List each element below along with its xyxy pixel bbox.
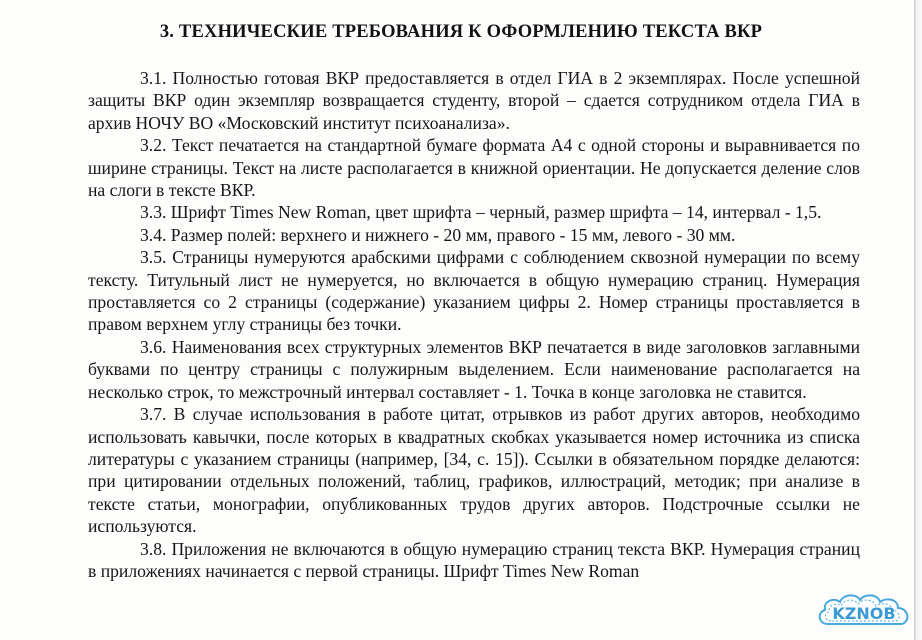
paragraph-3-6: 3.6. Наименования всех структурных элементов ВКР печатается в виде заголовков заглавными буквами по центру страницы с полужирным выделением. Если наименование располагается на несколько строк, то межстрочный интервал составляет - 1. Точка в конце заголовка не ставится.	[88, 336, 860, 402]
page-edge	[914, 0, 916, 640]
watermark-text: KZNOB	[832, 604, 896, 623]
paragraph-3-5: 3.5. Страницы нумеруются арабскими цифрами с соблюдением сквозной нумерации по всему тексту. Титульный лист не нумеруется, но включается в общую нумерацию страниц. Нумерация проставляется со 2 страницы (содержание) указанием цифры 2. Номер страницы проставляется в правом верхнем углу страницы без точки.	[88, 247, 860, 335]
paragraph-3-4: 3.4. Размер полей: верхнего и нижнего - 20 мм, правого - 15 мм, левого - 30 мм.	[140, 224, 736, 245]
page-edge-shadow	[916, 0, 922, 640]
section-heading: 3. ТЕХНИЧЕСКИЕ ТРЕБОВАНИЯ К ОФОРМЛЕНИЮ ТЕКСТА ВКР	[159, 22, 763, 42]
paragraph-3-3: 3.3. Шрифт Times New Roman, цвет шрифта – черный, размер шрифта – 14, интервал - 1,5.	[140, 202, 822, 223]
paragraph-3-1: 3.1. Полностью готовая ВКР предоставляется в отдел ГИА в 2 экземплярах. После успешной защиты ВКР один экземпляр возвращается студенту, второй – сдается сотрудником отдела ГИА в архив НОЧУ ВО «Московский институт психоанализа».	[88, 68, 860, 133]
paragraph-3-7: 3.7. В случае использования в работе цитат, отрывков из работ других авторов, необходимо использовать кавычки, после которых в квадратных скобках указывается номер источника из списка литературы с указанием страницы (например, [34, с. 15]). Ссылки в обязательном порядке делаются: при цитировании отдельных положений, таблиц, графиков, иллюстраций, методик; при анализе в тексте статьи, монографии, опубликованных трудов других авторов. Подстрочные ссылки не используются.	[88, 404, 860, 537]
paragraph-3-2: 3.2. Текст печатается на стандартной бумаге формата А4 с одной стороны и выравнивается по ширине страницы. Текст на листе располагается в книжной ориентации. Не допускается деление слов на слоги в тексте ВКР.	[88, 135, 860, 201]
watermark-logo	[814, 590, 914, 632]
cloud-badge-icon	[814, 590, 914, 632]
document-body	[88, 67, 860, 582]
paragraph-3-8: 3.8. Приложения не включаются в общую нумерацию страниц текста ВКР. Нумерация страниц в приложениях начинается с первой страницы. Шрифт Times New Roman	[88, 538, 860, 581]
